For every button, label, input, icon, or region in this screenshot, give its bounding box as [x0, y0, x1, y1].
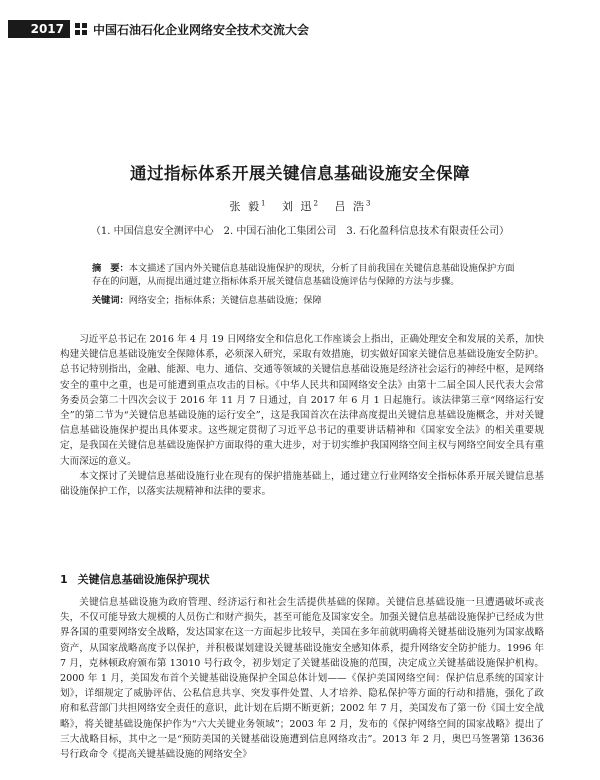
introduction: [60, 332, 544, 499]
section-body: [60, 595, 544, 762]
body-paragraph: 习近平总书记在 2016 年 4 月 19 日网络安全和信息化工作座谈会上指出，正确处理安全和发展的关系，加快构建关键信息基础设施安全保障体系，必须深入研究，采取有效措施，切实做好国家关键信息基础设施安全防护。总书记特别指出，金融、能源、电力、通信、交通等领域的关键信息基础设施是经济社会运行的神经中枢，是网络安全的重中之重，也是可能遭到重点攻击的目标。《中华人民共和国网络安全法》由第十二届全国人民代表大会常务委员会第二十四次会议于 2016 年 11 月 7 日通过，自 2017 年 6 月 1 日起施行。该法律第三章“网络运行安全”的第二节为“关键信息基础设施的运行安全”，这是我国首次在法律高度提出关键信息基础设施概念，并对关键信息基础设施保护提出具体要求。这些规定贯彻了习近平总书记的重要讲话精神和《国家安全法》的相关重要规定，是我国在关键信息基础设施保护方面取得的重大进步，对于切实维护我国网络空间主权与网络空间安全具有重大而深远的意义。: [60, 334, 544, 467]
section-heading: [60, 571, 220, 587]
author-affiliation-mark: 3: [365, 199, 371, 208]
paper-title: 通过指标体系开展关键信息基础设施安全保障: [130, 164, 470, 183]
author-list: [0, 198, 600, 214]
keywords: [92, 292, 522, 306]
affiliations: （1. 中国信息安全测评中心 2. 中国石油化工集团公司 3. 石化盈科信息技术有限责任公司）: [90, 226, 510, 237]
section-title: 关键信息基础设施保护现状: [77, 573, 210, 586]
author-name: 刘 迅: [282, 200, 314, 213]
keywords-label: 关键词：: [92, 295, 129, 306]
author-affiliation-mark: 1: [261, 199, 266, 208]
author-name: 吕 浩: [334, 200, 366, 213]
section-number: 1: [60, 573, 68, 586]
keywords-text: 网络安全；指标体系；关键信息基础设施；保障: [128, 295, 322, 306]
running-header: [8, 20, 309, 38]
abstract-label: 摘 要：: [92, 263, 129, 274]
author-affiliation-mark: 2: [313, 199, 318, 208]
conference-logo-icon: [75, 23, 87, 35]
year-badge: 2017: [8, 20, 70, 38]
abstract: [92, 262, 522, 288]
body-paragraph: 关键信息基础设施为政府管理、经济运行和社会生活提供基础的保障。关键信息基础设施一旦遭遇破坏或丧失，不仅可能导致大规模的人员伤亡和财产损失，甚至可能危及国家安全。加强关键信息基础设施保护已经成为世界各国的重要网络安全战略，发达国家在这一方面起步比较早，美国在多年前就明确将关键基础设施列为国家战略资产，从国家战略高度予以保护，并积极谋划建设关键基础设施安全感知体系，提升网络安全防护能力。1996 年 7 月，克林顿政府颁布第 13010 号行政令，初步划定了关键基础设施的范围，决定成立关键基础设施保护机构。2000 年 1 月，美国发布首个关键基础设施保护全国总体计划——《保护美国网络空间：保护信息系统的国家计划》，详细规定了威胁评估、公私信息共享、突发事件处置、人才培养、隐私保护等方面的行动和措施，强化了政府和私营部门共担网络安全责任的意识，此计划在后期不断更新；2002 年 7 月，美国发布了第一份《国土安全战略》，将关键基础设施保护作为“六大关键业务领域”；2003 年 2 月，发布的《保护网络空间的国家战略》提出了三大战略目标，其中之一是“预防美国的关键基础设施遭到信息网络攻击”。2013 年 2 月，奥巴马签署第 13636 号行政命令《提高关键基础设施的网络安全》: [60, 597, 544, 761]
body-paragraph: 本文探讨了关键信息基础设施行业在现有的保护措施基础上，通过建立行业网络安全指标体系开展关键信息基础设施保护工作，以落实法规精神和法律的要求。: [60, 470, 544, 498]
conference-title: 中国石油石化企业网络安全技术交流大会: [93, 22, 310, 37]
abstract-text: 本文描述了国内外关键信息基础设施保护的现状，分析了目前我国在关键信息基础设施保护方面存在的问题，从而提出通过建立指标体系开展关键信息基础设施评估与保障的方法与步骤。: [92, 263, 515, 287]
author-name: 张 毅: [229, 200, 262, 213]
